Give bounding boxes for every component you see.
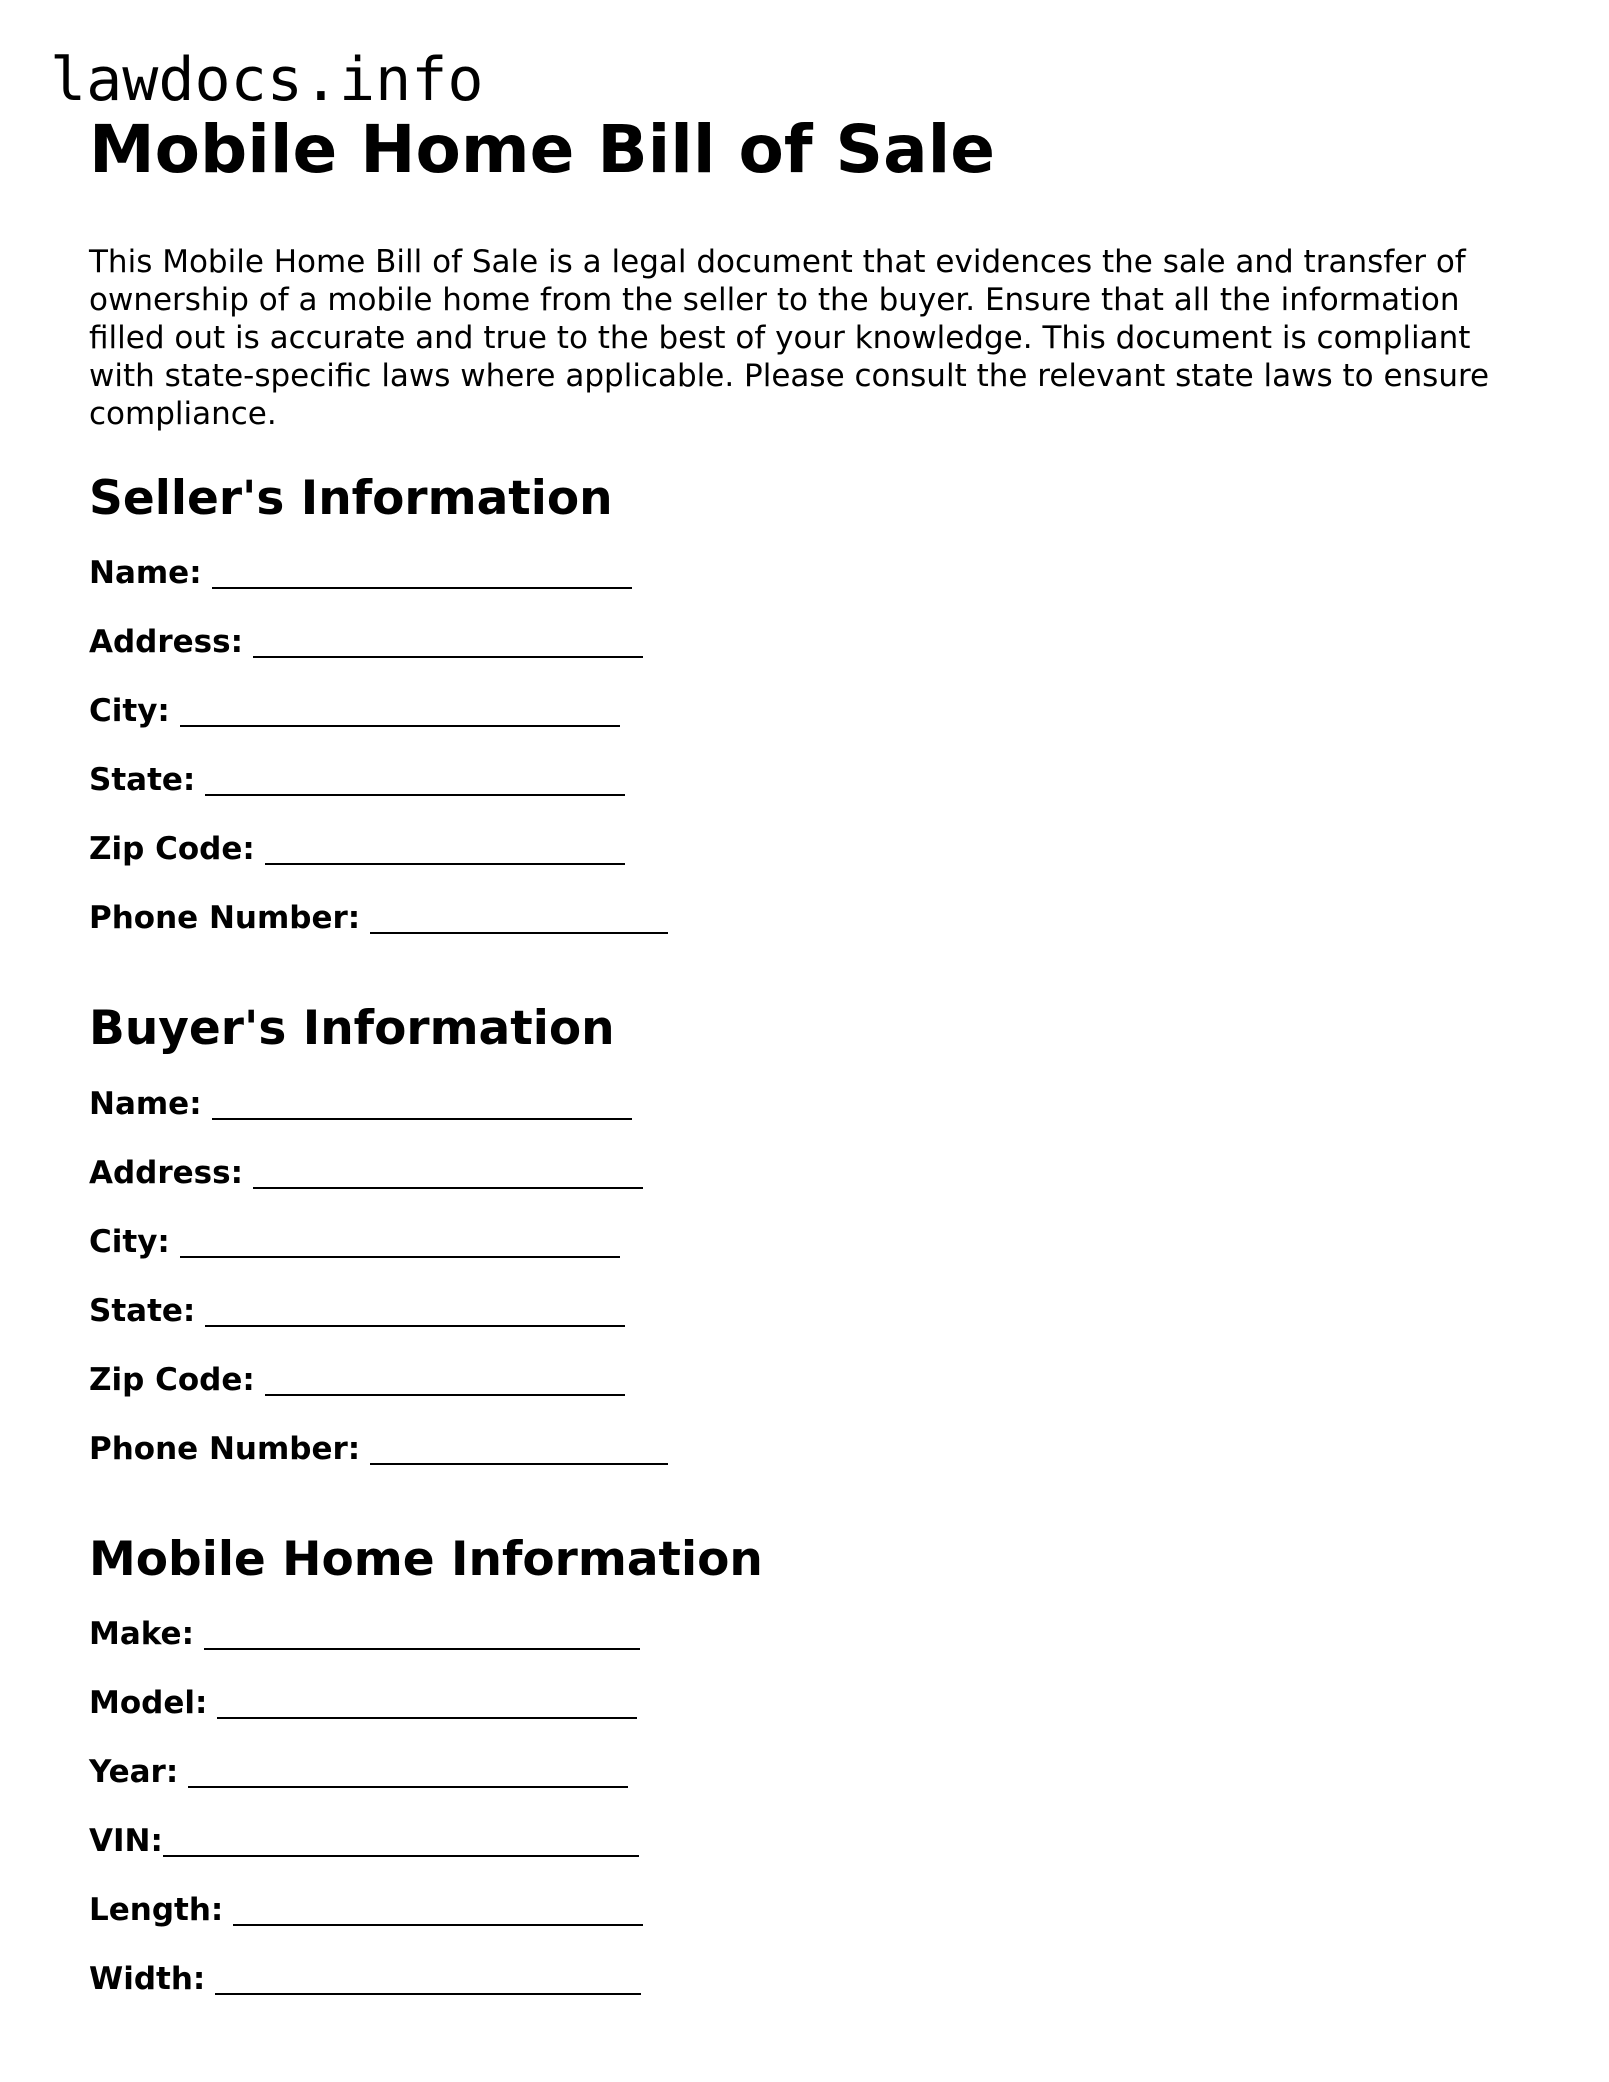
buyer-zip-input[interactable] [265,1360,625,1396]
buyer-name-field [89,1084,1529,1153]
home-make-input[interactable] [204,1614,640,1650]
seller-city-input[interactable] [180,691,620,727]
buyer-city-field [89,1222,1529,1291]
seller-zip-input[interactable] [265,829,625,865]
seller-section-heading: Seller's Information [89,470,613,526]
home-vin-field [89,1821,1529,1890]
seller-address-field [89,622,1529,691]
seller-fields [89,553,1529,967]
home-year-input[interactable] [188,1752,628,1788]
field-label: State: [89,1292,196,1329]
intro-paragraph: This Mobile Home Bill of Sale is a legal document that evidences the sale and transfer of ownership of a mobile home from the seller to the buyer. Ensure that all the information filled out is accurate and true to the best of your knowledge. This document is compliant with state-specific laws where applicable. Please consult the relevant state laws to ensure compliance. [89,243,1490,432]
seller-zip-field [89,829,1529,898]
field-label: Zip Code: [89,831,255,868]
field-label: Phone Number: [89,1430,361,1467]
field-label: Address: [89,1154,243,1191]
buyer-state-input[interactable] [205,1291,625,1327]
seller-name-input[interactable] [212,553,632,589]
field-label: State: [89,762,196,799]
home-vin-input[interactable] [163,1821,639,1857]
buyer-phone-input[interactable] [370,1429,668,1465]
field-label: Name: [89,555,202,592]
buyer-address-input[interactable] [253,1153,643,1189]
buyer-address-field [89,1153,1529,1222]
home-model-input[interactable] [217,1683,637,1719]
field-label: Year: [89,1754,179,1791]
field-label: Model: [89,1685,208,1722]
buyer-name-input[interactable] [212,1084,632,1120]
field-label: Name: [89,1085,202,1122]
field-label: Address: [89,624,243,661]
seller-name-field [89,553,1529,622]
home-make-field [89,1614,1529,1683]
field-label: Length: [89,1892,224,1929]
mobile-home-section-heading: Mobile Home Information [89,1531,763,1587]
buyer-city-input[interactable] [180,1222,620,1258]
field-label: Make: [89,1616,194,1653]
seller-state-field [89,760,1529,829]
seller-city-field [89,691,1529,760]
buyer-zip-field [89,1360,1529,1429]
field-label: Zip Code: [89,1361,255,1398]
field-label: Width: [89,1961,206,1998]
watermark-logo: lawdocs.info [50,45,484,115]
buyer-section-heading: Buyer's Information [89,1001,615,1057]
home-width-field [89,1959,1529,2028]
document-body [89,112,1529,2028]
home-year-field [89,1752,1529,1821]
field-label: VIN: [89,1823,163,1860]
buyer-fields [89,1084,1529,1498]
seller-phone-input[interactable] [370,898,668,934]
home-model-field [89,1683,1529,1752]
buyer-phone-field [89,1429,1529,1498]
field-label: Phone Number: [89,900,361,937]
mobile-home-fields [89,1614,1529,2028]
seller-address-input[interactable] [253,622,643,658]
document-title: Mobile Home Bill of Sale [89,111,995,188]
seller-phone-field [89,898,1529,967]
field-label: City: [89,1223,170,1260]
home-length-field [89,1890,1529,1959]
field-label: City: [89,693,170,730]
home-width-input[interactable] [215,1959,641,1995]
buyer-state-field [89,1291,1529,1360]
seller-state-input[interactable] [205,760,625,796]
home-length-input[interactable] [233,1890,643,1926]
